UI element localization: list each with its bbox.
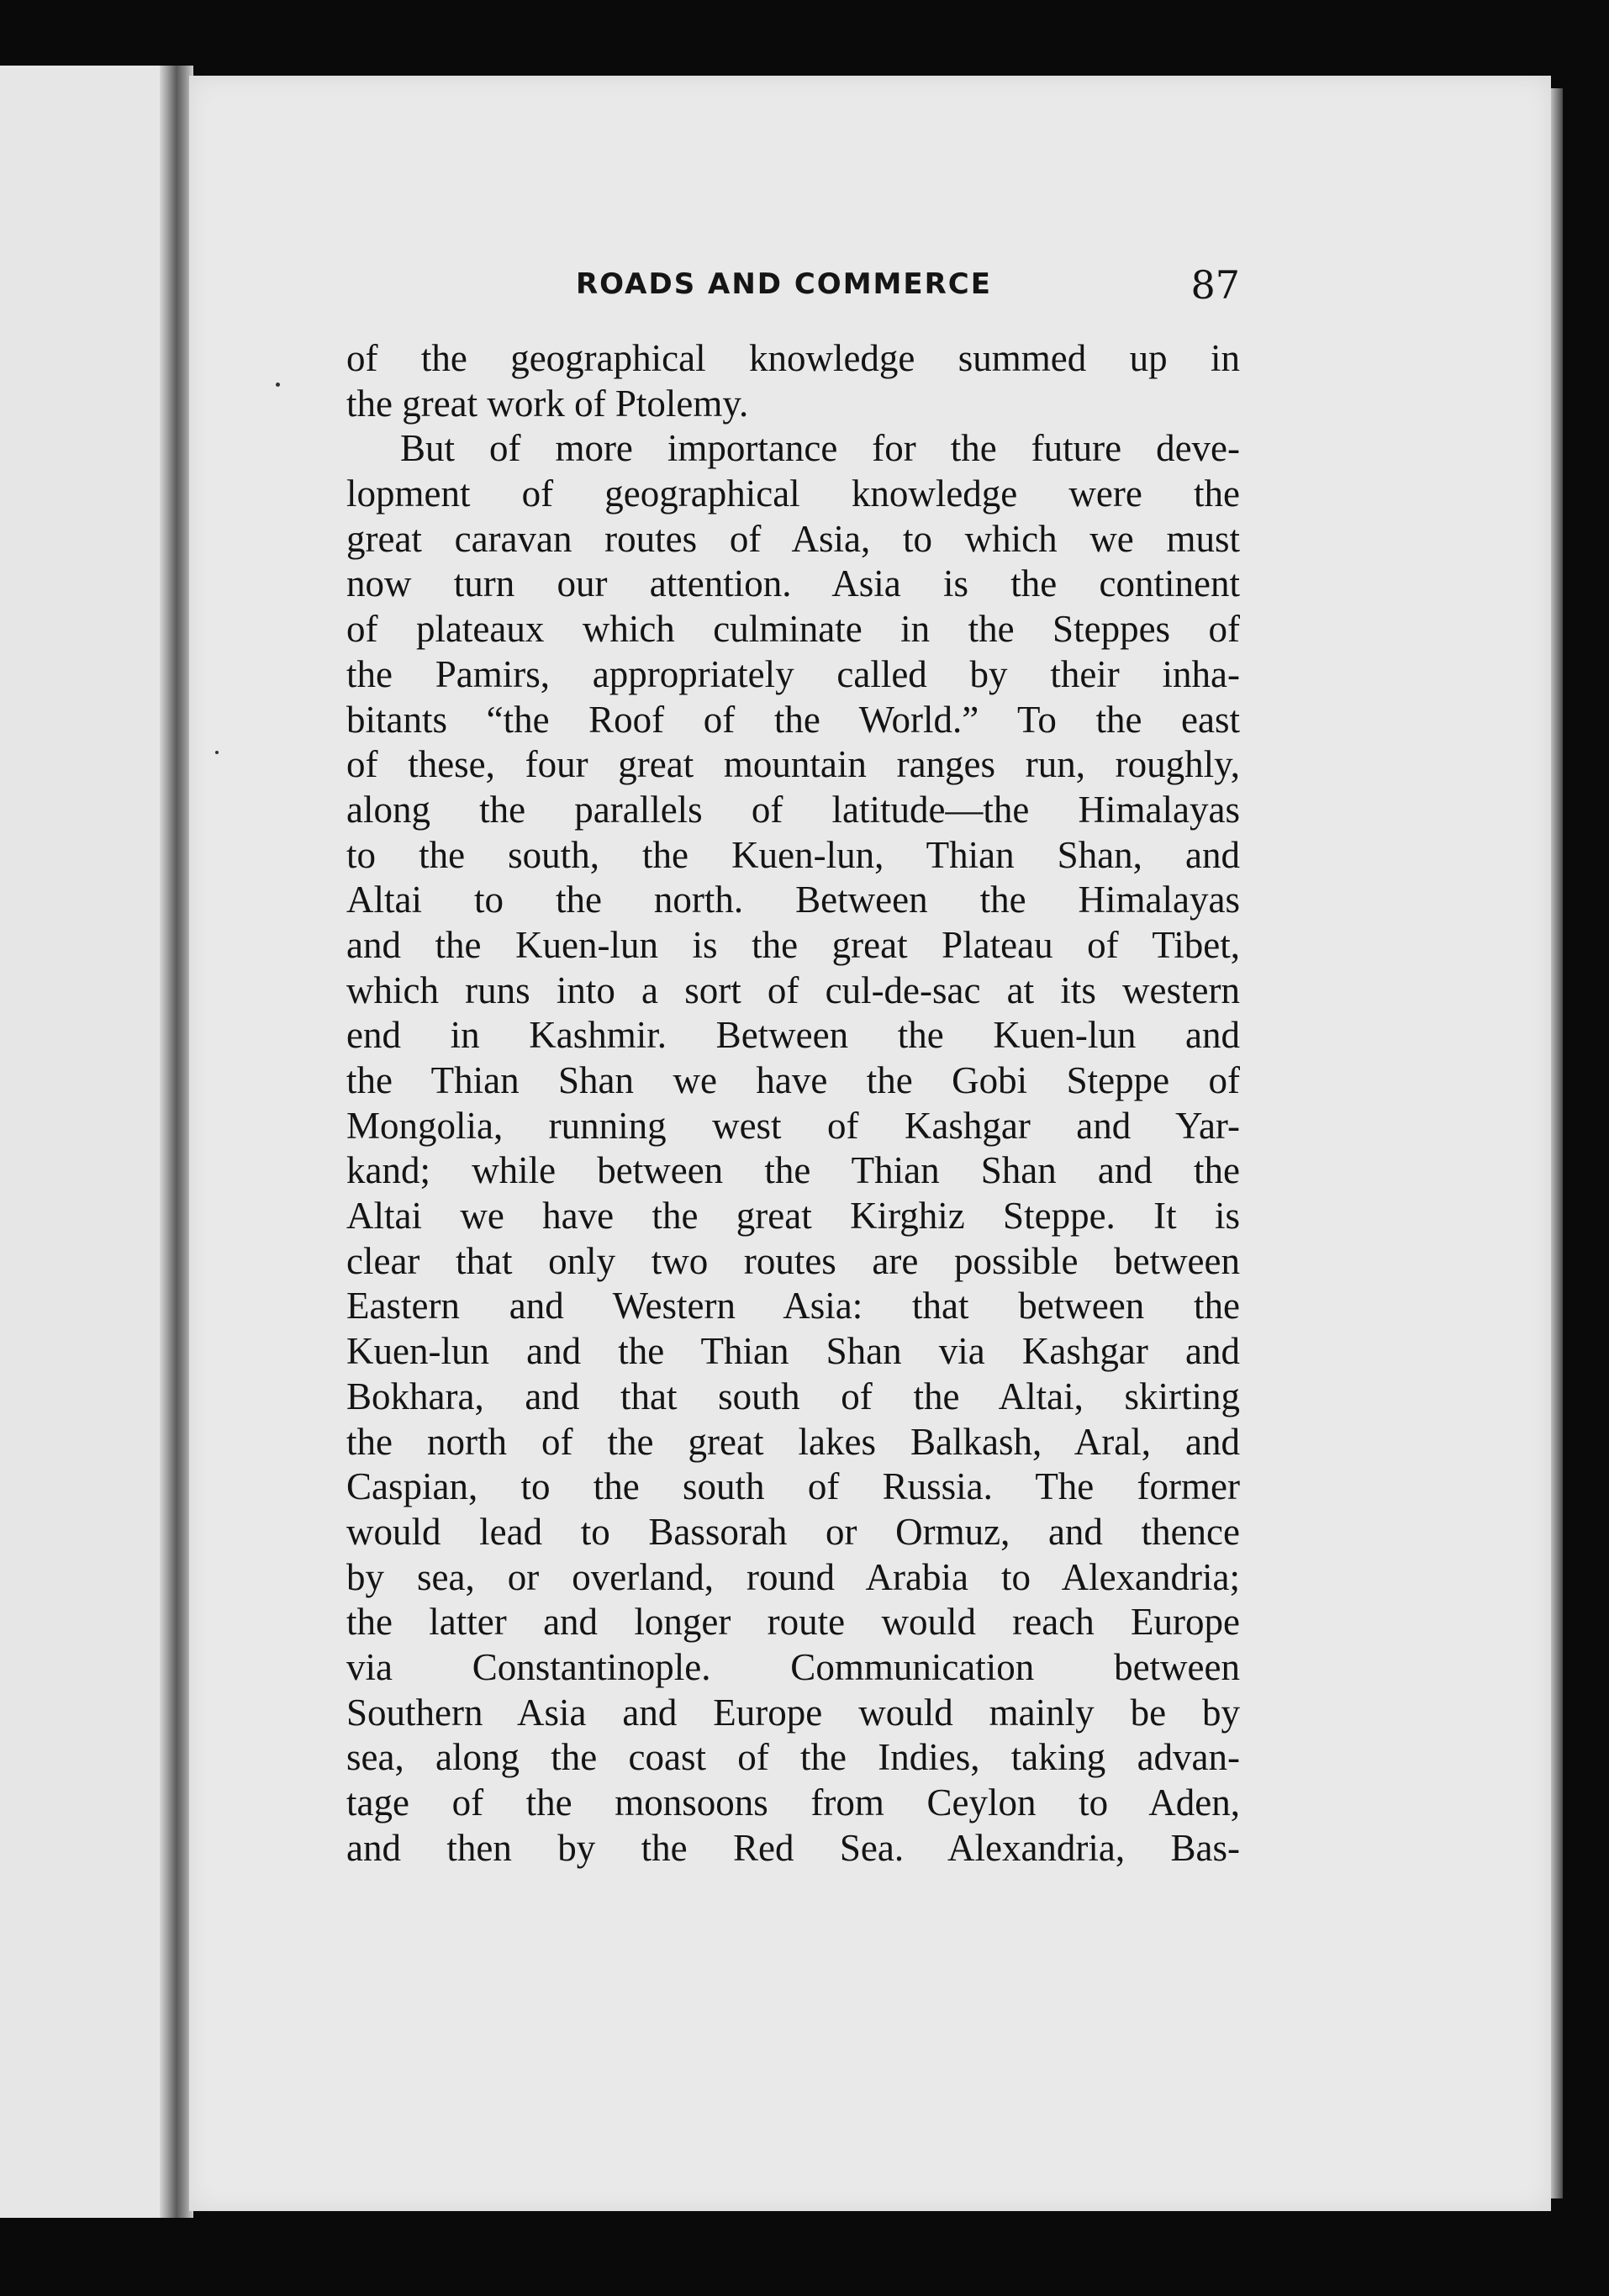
text-line: via Constantinople. Communication between bbox=[346, 1645, 1240, 1688]
text-line: and then by the Red Sea. Alexandria, Bas- bbox=[346, 1826, 1240, 1869]
text-line: the great work of Ptolemy. bbox=[346, 382, 749, 425]
text-line: by sea, or overland, round Arabia to Alexandria; bbox=[346, 1555, 1240, 1598]
text-line: Altai to the north. Between the Himalayas bbox=[346, 879, 1240, 921]
text-line: lopment of geographical knowledge were the bbox=[346, 472, 1240, 515]
text-line: bitants “the Roof of the World.” To the east bbox=[346, 698, 1240, 741]
running-head: ROADS AND COMMERCE bbox=[576, 267, 992, 301]
text-line: Mongolia, running west of Kashgar and Yar- bbox=[346, 1104, 1240, 1147]
text-line: end in Kashmir. Between the Kuen-lun and bbox=[346, 1014, 1240, 1057]
text-line: of the geographical knowledge summed up in bbox=[346, 337, 1240, 379]
text-line: Bokhara, and that south of the Altai, skirting bbox=[346, 1375, 1240, 1417]
text-line: the latter and longer route would reach Europe bbox=[346, 1601, 1240, 1644]
text-line: now turn our attention. Asia is the continent bbox=[346, 562, 1240, 605]
text-line: Kuen-lun and the Thian Shan via Kashgar and bbox=[346, 1330, 1240, 1373]
text-line: which runs into a sort of cul-de-sac at its western bbox=[346, 969, 1240, 1011]
body-text bbox=[346, 336, 1240, 1871]
text-line: Altai we have the great Kirghiz Steppe. It is bbox=[346, 1195, 1240, 1238]
text-line: Southern Asia and Europe would mainly be by bbox=[346, 1691, 1240, 1734]
text-line: and the Kuen-lun is the great Plateau of Tibet, bbox=[346, 923, 1240, 966]
text-line: the Thian Shan we have the Gobi Steppe of bbox=[346, 1059, 1240, 1101]
text-line: great caravan routes of Asia, to which we must bbox=[346, 517, 1240, 560]
text-line: tage of the monsoons from Ceylon to Aden, bbox=[346, 1781, 1240, 1824]
text-line: kand; while between the Thian Shan and the bbox=[346, 1149, 1240, 1192]
ink-speck bbox=[215, 751, 219, 754]
facing-page-edge bbox=[0, 66, 181, 2218]
page-edge-shadow bbox=[1551, 88, 1563, 2198]
text-line: Caspian, to the south of Russia. The former bbox=[346, 1465, 1240, 1508]
text-line: the Pamirs, appropriately called by their inha- bbox=[346, 652, 1240, 695]
text-line: sea, along the coast of the Indies, taking advan- bbox=[346, 1736, 1240, 1779]
book-gutter bbox=[160, 66, 193, 2218]
page-number: 87 bbox=[1190, 262, 1240, 308]
text-line: along the parallels of latitude—the Himalayas bbox=[346, 788, 1240, 831]
text-line: would lead to Bassorah or Ormuz, and thence bbox=[346, 1510, 1240, 1553]
text-line: to the south, the Kuen-lun, Thian Shan, and bbox=[346, 833, 1240, 876]
text-line: of plateaux which culminate in the Steppes of bbox=[346, 608, 1240, 651]
text-line: of these, four great mountain ranges run, roughly, bbox=[346, 743, 1240, 786]
text-line: the north of the great lakes Balkash, Aral, and bbox=[346, 1420, 1240, 1463]
ink-speck bbox=[276, 383, 280, 387]
text-line: clear that only two routes are possible between bbox=[346, 1239, 1240, 1282]
text-line: Eastern and Western Asia: that between the bbox=[346, 1285, 1240, 1327]
text-line: But of more importance for the future deve- bbox=[400, 427, 1240, 470]
page-header bbox=[576, 262, 1240, 313]
